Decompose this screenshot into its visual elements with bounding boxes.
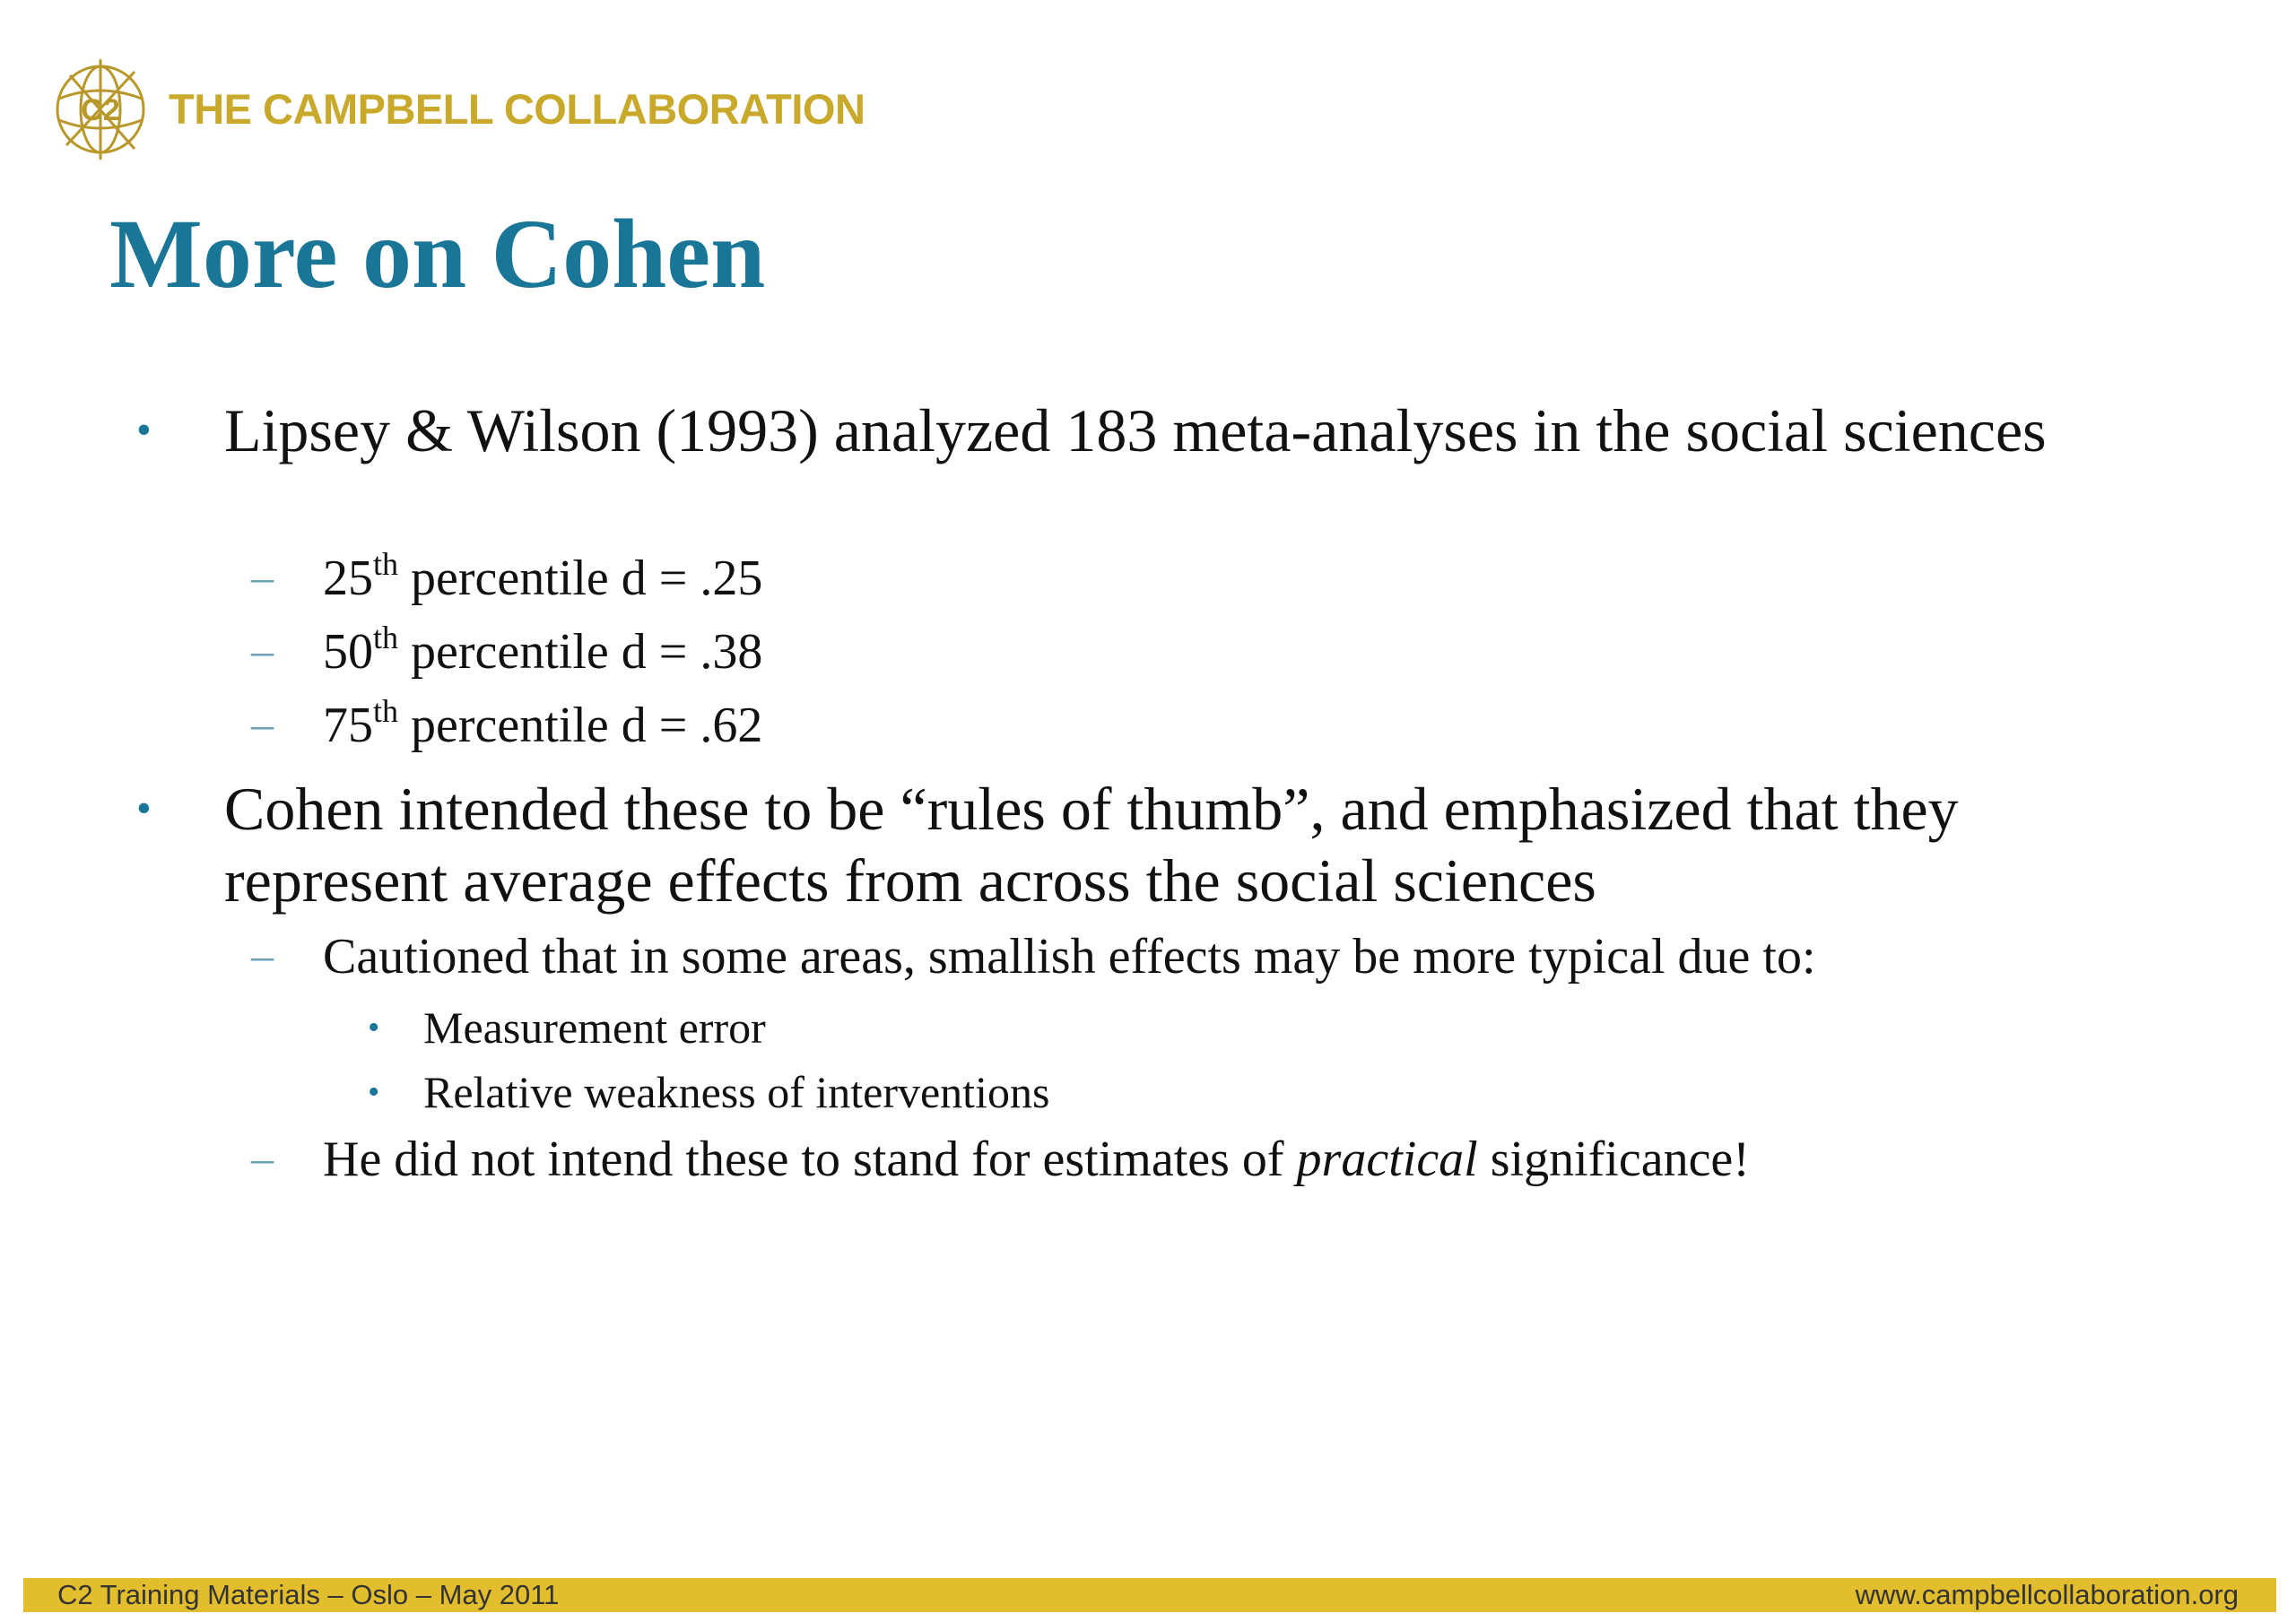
footer-training-label: C2 Training Materials – Oslo – May 2011: [57, 1579, 560, 1610]
practical-post: significance!: [1477, 1132, 1750, 1187]
bullet-marker: •: [368, 1009, 380, 1046]
bullet-2: [136, 773, 2108, 916]
measurement-error-text: Measurement error: [423, 1002, 766, 1053]
percentile-num: 75: [323, 698, 373, 753]
practical-pre: He did not intend these to stand for estimates of: [323, 1132, 1297, 1187]
footer-bar: [23, 1578, 2276, 1612]
practical-emphasis: practical: [1296, 1132, 1478, 1187]
weakness-text: Relative weakness of interventions: [423, 1067, 1050, 1117]
sub-sub-bullet-weakness: [368, 1065, 2038, 1119]
dash-marker: –: [251, 625, 274, 675]
dash-marker: –: [251, 930, 274, 980]
brand-name: THE CAMPBELL COLLABORATION: [169, 84, 865, 133]
bullet-2-text: Cohen intended these to be “rules of thumb”, and emphasized that they represent average effects from across the social sciences: [224, 775, 1959, 915]
percentile-num: 50: [323, 624, 373, 680]
sub-sub-bullet-measurement: [368, 1001, 2038, 1054]
sub-bullet-75th: [251, 693, 2099, 755]
ordinal-suffix: th: [373, 546, 399, 582]
bullet-marker: •: [368, 1073, 380, 1111]
bullet-1-text: Lipsey & Wilson (1993) analyzed 183 meta-analyses in the social sciences: [224, 396, 2047, 464]
percentile-value: percentile d = .62: [398, 698, 763, 753]
ordinal-suffix: th: [373, 620, 399, 655]
dash-marker: –: [251, 551, 274, 602]
dash-marker: –: [251, 1132, 274, 1183]
sub-bullet-50th: [251, 620, 2099, 681]
campbell-globe-logo: [52, 56, 149, 163]
slide-title: More on Cohen: [109, 199, 766, 308]
dash-marker: –: [251, 698, 274, 749]
sub-bullet-25th: [251, 546, 2099, 608]
bullet-1: [136, 395, 2108, 466]
cautioned-text: Cautioned that in some areas, smallish effects may be more typical due to:: [323, 929, 1816, 984]
percentile-num: 25: [323, 551, 373, 606]
bullet-marker: •: [136, 785, 152, 832]
logo-text: C2: [81, 93, 120, 127]
percentile-value: percentile d = .38: [398, 624, 763, 680]
percentile-value: percentile d = .25: [398, 551, 763, 606]
slide-header: [52, 56, 865, 163]
bullet-marker: •: [136, 406, 152, 454]
ordinal-suffix: th: [373, 693, 399, 729]
sub-bullet-cautioned: [251, 927, 2099, 986]
sub-bullet-practical: [251, 1130, 2099, 1189]
footer-website: www.campbellcollaboration.org: [1855, 1579, 2239, 1610]
